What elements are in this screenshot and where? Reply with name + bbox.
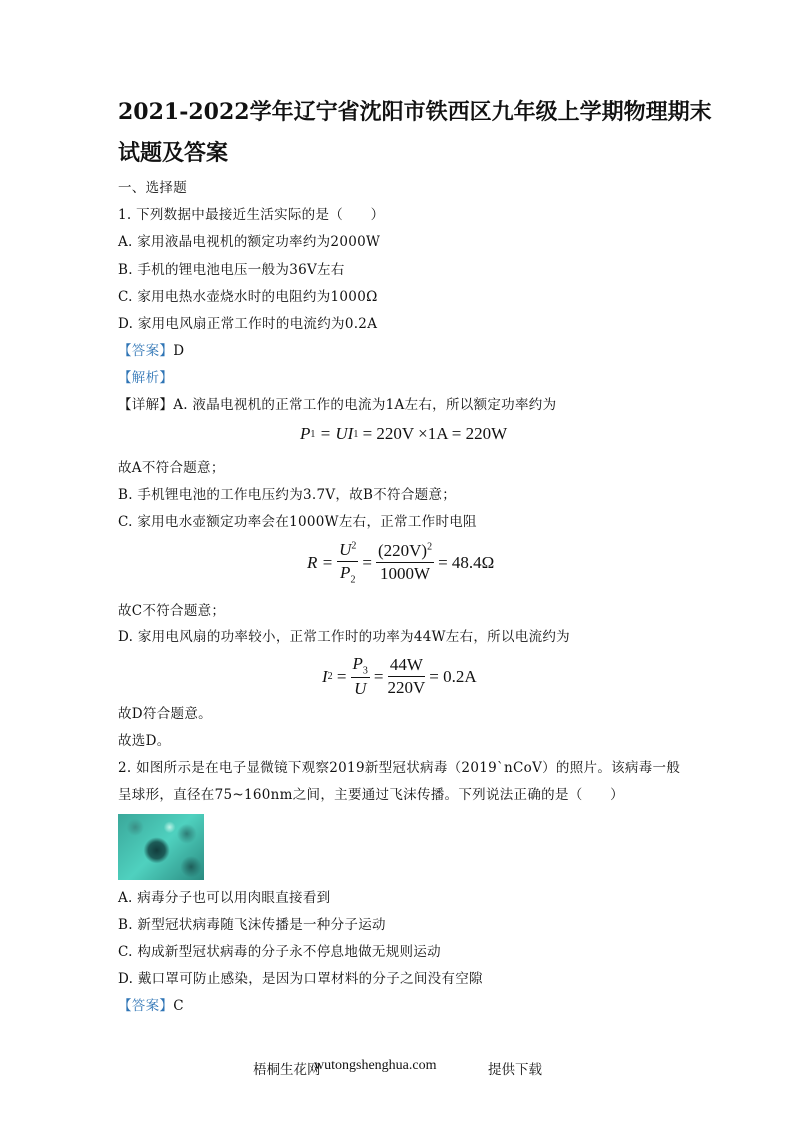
section-heading: 一、选择题 [118,180,187,196]
virus-photo [118,814,204,880]
q1-option-a: A. 家用液晶电视机的额定功率约为2000W [118,234,381,250]
q2-option-c: C. 构成新型冠状病毒的分子永不停息地做无规则运动 [118,944,441,960]
superscript: 2 [351,540,357,552]
answer-value: C [173,998,184,1014]
numerator: 44W [388,655,425,677]
detail-line: 故选D。 [118,733,171,749]
footer-site: 梧桐生花网 [253,1062,321,1078]
formula-result: = 0.2A [429,666,477,686]
answer-value: D [173,343,185,359]
denominator: 220V [387,678,426,698]
subscript: 2 [350,574,356,586]
subscript: 3 [362,665,368,677]
doc-title-line1: 2021-2022学年辽宁省沈阳市铁西区九年级上学期物理期末 [118,99,712,125]
superscript: 2 [427,541,433,553]
formula-sub: 1 [310,428,316,440]
formula-resistance: R = $\frac{U^2}{P_2}$ = $\frac{(220V)^2}{1000W}$ = 48.4Ω [307,540,495,586]
detail-line: 故D符合题意。 [118,706,212,722]
doc-title-line2: 试题及答案 [118,140,229,166]
q1-option-b: B. 手机的锂电池电压一般为36V左右 [118,262,345,278]
numerator: P [352,654,363,673]
footer-note: 提供下载 [488,1062,542,1078]
detail-line: B. 手机锂电池的工作电压约为3.7V，故B不符合题意； [118,487,457,503]
fraction [388,655,426,698]
q2-option-b: B. 新型冠状病毒随飞沫传播是一种分子运动 [118,917,386,933]
formula-symbol: = UI [319,424,354,443]
numerator: (220V) [377,541,428,561]
detail-line-a [118,396,556,414]
q1-answer [118,342,184,360]
detail-line: C. 家用电水壶额定功率会在1000W左右，正常工作时电阻 [118,514,477,530]
fraction [351,654,370,699]
formula-result: = 48.4Ω [438,552,495,572]
q2-stem-line1: 2. 如图所示是在电子显微镜下观察2019新型冠状病毒（2019`nCoV）的照片。该病毒一般 [118,760,681,776]
detail-line: 故C不符合题意； [118,603,226,619]
denominator: U [354,679,367,699]
answer-label: 【答案】 [118,998,174,1014]
formula-symbol: R = [307,552,334,572]
denominator: P [340,563,351,582]
q1-option-c: C. 家用电热水壶烧水时的电阻约为1000Ω [118,289,378,305]
formula-symbol: P [300,424,311,443]
footer-url[interactable]: wutongshenghua.com [314,1058,437,1073]
q2-option-d: D. 戴口罩可防止感染，是因为口罩材料的分子之间没有空隙 [118,971,483,987]
answer-label: 【答案】 [118,343,174,359]
q2-answer [118,997,184,1015]
formula-sub: 1 [353,428,359,440]
detail-label: 【详解】 [118,397,174,413]
formula-power [300,424,507,444]
q1-stem: 1. 下列数据中最接近生活实际的是（ ） [118,207,385,223]
equals: = [336,666,347,686]
denominator: 1000W [380,564,431,584]
fraction [337,540,358,585]
q1-option-d: D. 家用电风扇正常工作时的电流约为0.2A [118,316,378,332]
q2-stem-line2: 呈球形，直径在75~160nm之间，主要通过飞沫传播。下列说法正确的是（ ） [118,787,624,803]
q2-option-a: A. 病毒分子也可以用肉眼直接看到 [118,890,331,906]
detail-text: A. 液晶电视机的正常工作的电流为1A左右，所以额定功率约为 [173,397,557,413]
subscript: 2 [327,671,333,683]
fraction [376,541,434,584]
analysis-label: 【解析】 [118,370,174,386]
formula-result: = 220V ×1A = 220W [362,424,508,443]
detail-line: 故A不符合题意； [118,460,225,476]
detail-line: D. 家用电风扇的功率较小，正常工作时的功率为44W左右，所以电流约为 [118,629,570,645]
formula-symbol: I [322,666,328,686]
numerator: U [339,540,352,559]
formula-current: I 2 = $\frac{P_3}{U}$ = $\frac{44W}{220V}$ = 0.2A [322,654,477,699]
